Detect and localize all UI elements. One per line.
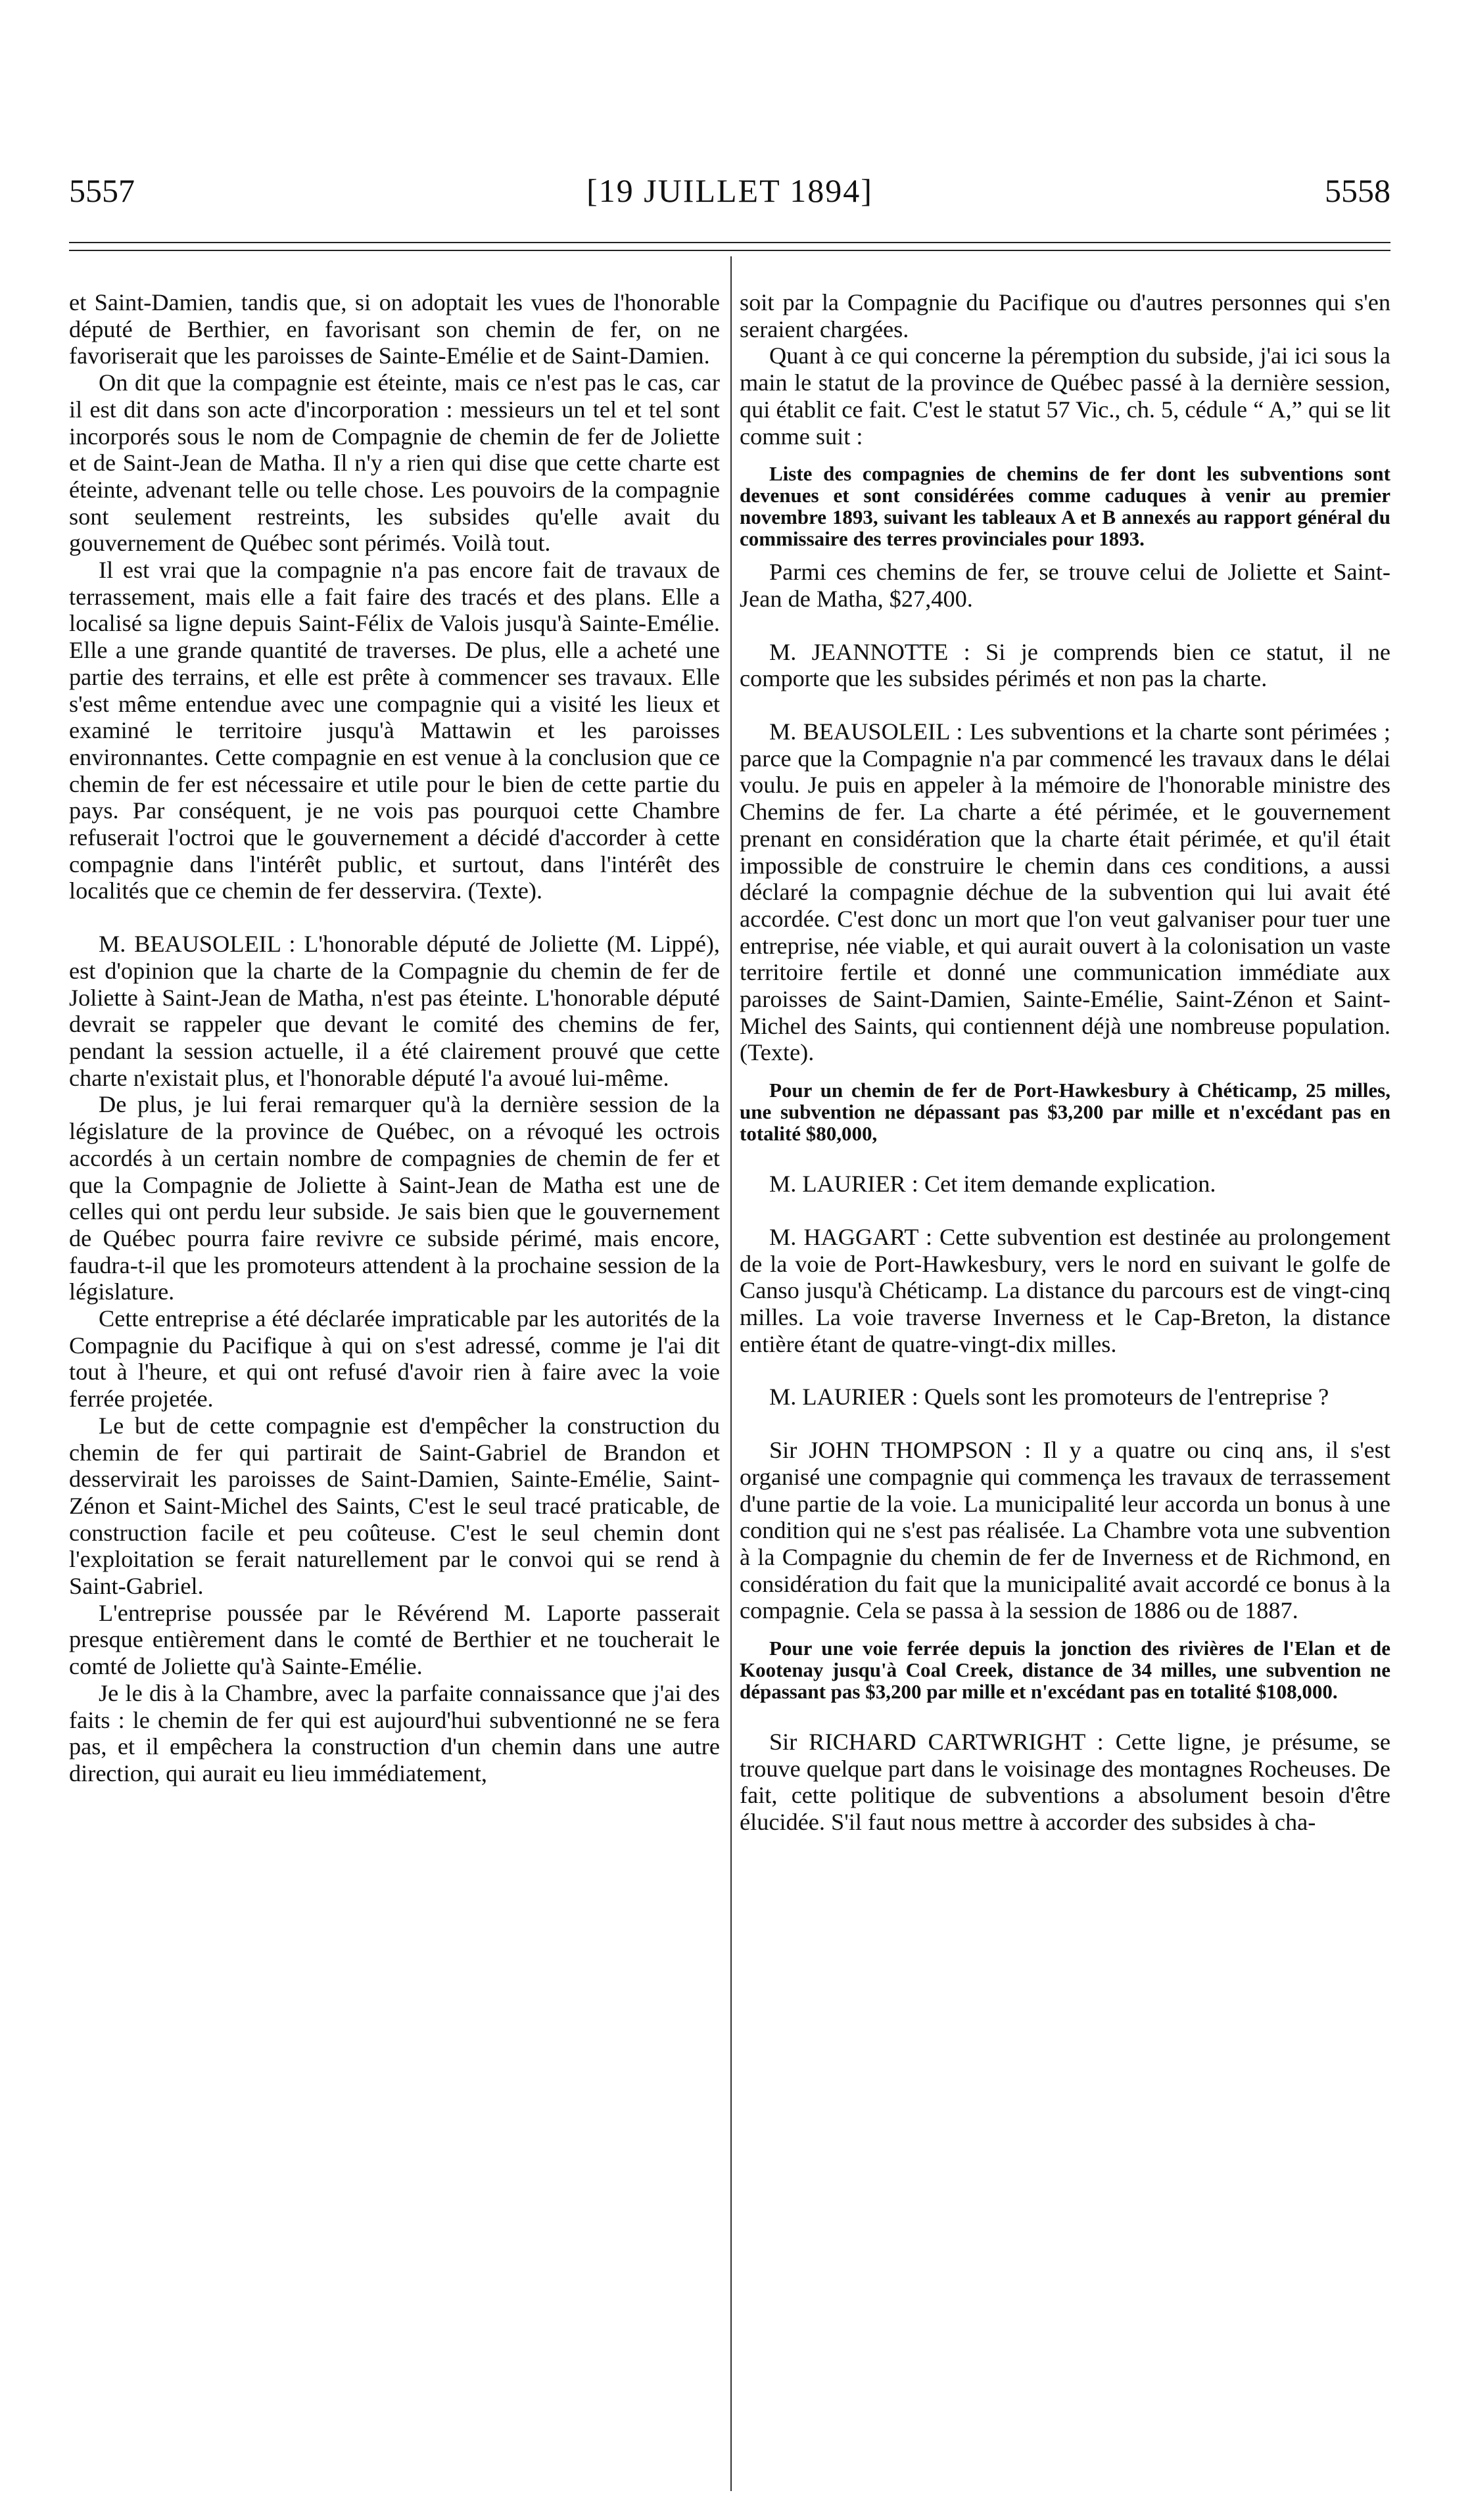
paragraph: Je le dis à la Chambre, avec la parfaite connaissance que j'ai des faits : le chemin de fer qui est aujourd'hui subventionné ne se fera pas, et il empêchera la construction d'un chemin dans une autre direction, qui aurait eu lieu immédiatement, [69,1679,720,1786]
budget-item: Pour une voie ferrée depuis la jonction des rivières de l'Elan et de Kootenay jusqu'à Coal Creek, distance de 34 milles, une subvention ne dépassant pas $3,200 par mille et n'excédant pas en totalité $108,000. [740,1637,1390,1704]
speech-paragraph: M. LAURIER : Cet item demande explication. [769,1171,1216,1198]
speech-paragraph: M. HAGGART : Cette subvention est destinée au prolongement de la voie de Port-Hawkesbury, vers le nord en suivant le golfe de Canso jusqu'à Chéticamp. La distance du parcours est de vingt-cinq milles. La voie traverse Inverness et le Cap-Breton, la distance entière étant de quatre-vingt-dix milles. [740,1223,1390,1357]
column-divider [730,256,732,2491]
left-column [69,289,720,2485]
paragraph: Parmi ces chemins de fer, se trouve celui de Joliette et Saint-Jean de Matha, $27,400. [740,559,1390,612]
speech-paragraph: M. BEAUSOLEIL : Les subventions et la charte sont périmées ; parce que la Compagnie n'a par commencé les travaux dans le délai voulu. Je puis en appeler à la mémoire de l'honorable ministre des Chemins de fer. La charte a été périmée, et le gouvernement prenant en considération que la charte était périmée, et qu'il était impossible de construire le chemin dans ces conditions, a aussi déclaré la compagnie déchue de la subvention qui lui avait été accordée. C'est donc un mort que l'on veut galvaniser pour tuer une entreprise, née viable, et qui aurait ouvert à la colonisation un vaste territoire fertile et donné une communication immédiate aux paroisses de Saint-Damien, Sainte-Emélie, Saint-Zénon et Saint-Michel des Saints, qui contiennent déjà une nombreuse population. (Texte). [740,718,1390,1066]
paragraph: Il est vrai que la compagnie n'a pas encore fait de travaux de terrassement, mais elle a fait faire des tracés et des plans. Elle a localisé sa ligne depuis Saint-Félix de Valois jusqu'à Sainte-Emélie. Elle a une grande quantité de traverses. De plus, elle a acheté une partie des terrains, et elle est prête à commencer ses travaux. Elle s'est même entendue avec une compagnie qui a visité les lieux et examiné le territoire jusqu'à Mattawin et les paroisses environnantes. Cette compagnie en est venue à la conclusion que ce chemin de fer est nécessaire et utile pour le bien de cette partie du pays. Par conséquent, je ne vois pas pourquoi cette Chambre refuserait l'octroi que le gouvernement a décidé d'accorder à cette compagnie dans l'intérêt public, et surtout, dans l'intérêt des localités que ce chemin de fer desservira. (Texte). [69,557,720,904]
speech-paragraph: M. BEAUSOLEIL : L'honorable député de Joliette (M. Lippé), est d'opinion que la charte de la Compagnie du chemin de fer de Joliette à Saint-Jean de Matha, n'est pas éteinte. L'honorable député devrait se rappeler que devant le comité des chemins de fer, pendant la session actuelle, il a été clairement prouvé que cette charte n'existait plus, et l'honorable député l'a avoué lui-même. [69,931,720,1091]
page-number-left: 5557 [69,172,135,209]
budget-item: Pour un chemin de fer de Port-Hawkesbury à Chéticamp, 25 milles, une subvention ne dépassant pas $3,200 par mille et n'excédant pas en totalité $80,000, [740,1079,1390,1146]
paragraph: soit par la Compagnie du Pacifique ou d'autres personnes qui s'en seraient chargées. [740,289,1390,342]
statute-excerpt: Liste des compagnies de chemins de fer dont les subventions sont devenues et sont considérées comme caduques à venir au premier novembre 1893, suivant les tableaux A et B annexés au rapport général du commissaire des terres provinciales pour 1893. [740,462,1390,551]
header-rule-top [69,242,1390,243]
speech-paragraph: Sir JOHN THOMPSON : Il y a quatre ou cinq ans, il s'est organisé une compagnie qui commença les travaux de terrassement d'une partie de la voie. La municipalité leur accorda un bonus à une condition qui ne s'est pas réalisée. La Chambre vota une subvention à la Compagnie du chemin de fer de Inverness et de Richmond, en considération du fait que la municipalité avait accordé ce bonus à la compagnie. Cela se passa à la session de 1886 ou de 1887. [740,1437,1390,1624]
paragraph: On dit que la compagnie est éteinte, mais ce n'est pas le cas, car il est dit dans son acte d'incorporation : messieurs un tel et tel sont incorporés sous le nom de Compagnie de chemin de fer de Joliette et de Saint-Jean de Matha. Il n'y a rien qui dise que cette charte est éteinte, advenant telle ou telle chose. Les pouvoirs de la compagnie sont seulement restreints, les subsides qu'elle avait du gouvernement de Québec sont périmés. Voilà tout. [69,369,720,557]
paragraph: Quant à ce qui concerne la péremption du subside, j'ai ici sous la main le statut de la province de Québec passé à la dernière session, qui établit ce fait. C'est le statut 57 Vic., ch. 5, cédule “ A,” qui se lit comme suit : [740,342,1390,450]
paragraph: et Saint-Damien, tandis que, si on adoptait les vues de l'honorable député de Berthier, en favorisant son chemin de fer, on ne favoriserait que les paroisses de Sainte-Emélie et de Saint-Damien. [69,289,720,369]
paragraph: De plus, je lui ferai remarquer qu'à la dernière session de la législature de la province de Québec, on a révoqué les octrois accordés à un certain nombre de compagnies de chemin de fer et que la Compagnie de Joliette à Saint-Jean de Matha est une de celles qui ont perdu leur subside. Je sais bien que le gouvernement de Québec pourra faire revivre ce subside périmé, mais encore, faudra-t-il que les promoteurs attendent à la prochaine session de la législature. [69,1091,720,1305]
speech-paragraph: M. LAURIER : Quels sont les promoteurs de l'entreprise ? [769,1384,1329,1411]
speech-paragraph: M. JEANNOTTE : Si je comprends bien ce statut, il ne comporte que les subsides périmés et non pas la charte. [740,638,1390,692]
right-column [740,289,1390,2485]
header-rule-bottom [69,250,1390,251]
paragraph: L'entreprise poussée par le Révérend M. Laporte passerait presque entièrement dans le comté de Berthier et ne toucherait le comté de Joliette qu'à Sainte-Emélie. [69,1599,720,1680]
page-header [69,164,1390,217]
speech-paragraph: Sir RICHARD CARTWRIGHT : Cette ligne, je présume, se trouve quelque part dans le voisinage des montagnes Rocheuses. De fait, cette politique de subventions a absolument besoin d'être élucidée. S'il faut nous mettre à accorder des subsides à cha- [740,1729,1390,1836]
paragraph: Le but de cette compagnie est d'empêcher la construction du chemin de fer qui partirait de Saint-Gabriel de Brandon et desservirait les paroisses de Saint-Damien, Sainte-Emélie, Saint-Zénon et Saint-Michel des Saints, C'est le seul tracé praticable, de construction facile et peu coûteuse. C'est le seul chemin dont l'exploitation se ferait naturellement par le convoi qui se rend à Saint-Gabriel. [69,1412,720,1600]
page-date: [19 JUILLET 1894] [586,172,873,209]
paragraph: Cette entreprise a été déclarée impraticable par les autorités de la Compagnie du Pacifique à qui on s'est adressé, comme je l'ai dit tout à l'heure, et qui ont refusé d'avoir rien à faire avec la voie ferrée projetée. [69,1305,720,1412]
page-number-right: 5558 [1325,172,1390,209]
